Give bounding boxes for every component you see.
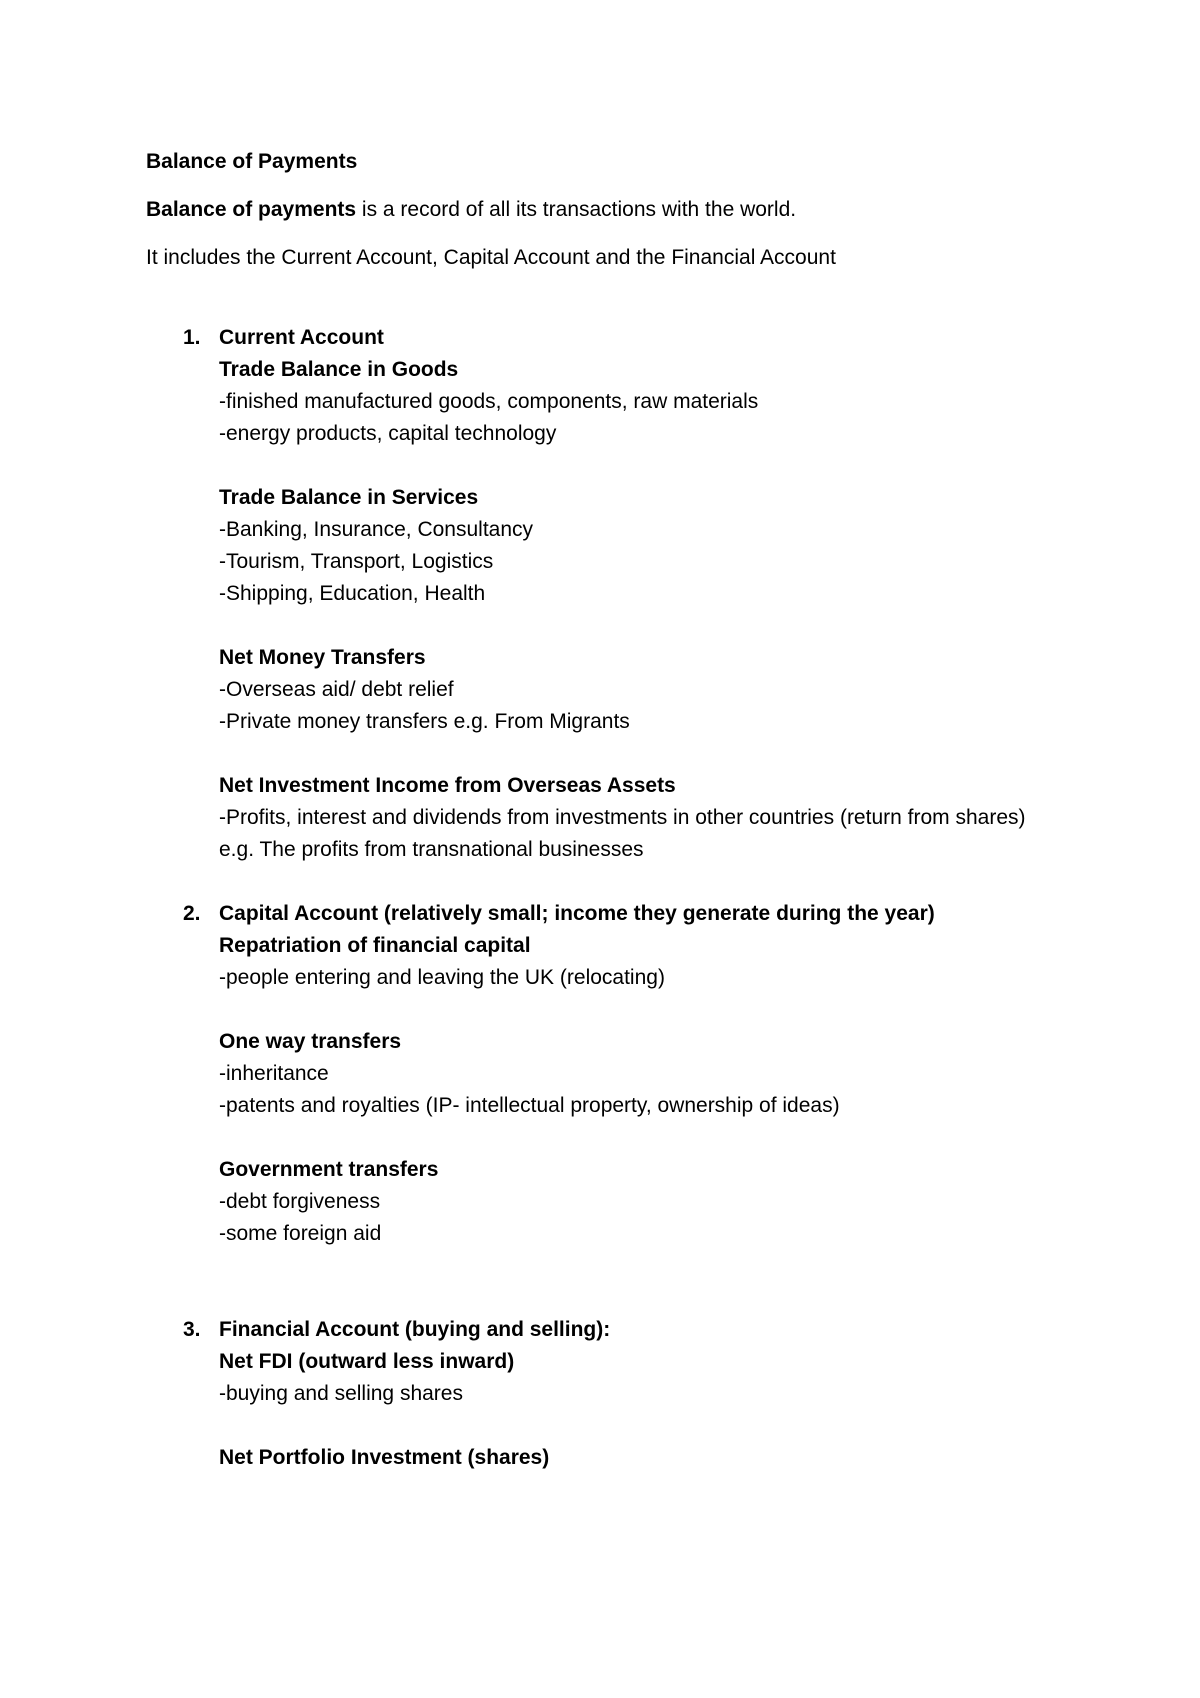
group-heading: One way transfers	[219, 1030, 402, 1053]
group-heading: Trade Balance in Services	[219, 486, 479, 509]
group-item: -people entering and leaving the UK (relocating)	[219, 966, 665, 989]
group-item: e.g. The profits from transnational businesses	[219, 838, 644, 861]
spacer	[219, 1410, 1076, 1442]
section-current-account	[146, 322, 1076, 898]
group-item: -inheritance	[219, 1062, 329, 1085]
group-item: -Banking, Insurance, Consultancy	[219, 518, 534, 541]
spacer	[219, 1282, 1076, 1314]
group-heading: Net Investment Income from Overseas Assets	[219, 774, 676, 797]
group-item: -buying and selling shares	[219, 1382, 463, 1405]
section-capital-account	[146, 898, 1076, 1314]
includes-paragraph: It includes the Current Account, Capital Account and the Financial Account	[146, 246, 836, 269]
group-item: -finished manufactured goods, components, raw materials	[219, 390, 759, 413]
group-item: -debt forgiveness	[219, 1190, 381, 1213]
spacer	[219, 1122, 1076, 1154]
spacer	[219, 1250, 1076, 1282]
group-heading: Repatriation of financial capital	[219, 934, 531, 957]
spacer	[219, 610, 1076, 642]
definition-text: is a record of all its transactions with the world.	[356, 198, 797, 221]
group-item: -Shipping, Education, Health	[219, 582, 486, 605]
group-item: -Profits, interest and dividends from investments in other countries (return from shares)	[219, 806, 1026, 829]
group-heading: Net FDI (outward less inward)	[219, 1350, 515, 1373]
section-number: 2.	[183, 902, 201, 925]
section-heading: Current Account	[219, 326, 384, 349]
definition-term: Balance of payments	[146, 198, 357, 221]
group-item: -Overseas aid/ debt relief	[219, 678, 454, 701]
spacer	[219, 994, 1076, 1026]
section-financial-account	[146, 1314, 1076, 1474]
group-heading: Net Money Transfers	[219, 646, 426, 669]
document-body	[146, 146, 1076, 1474]
group-item: -patents and royalties (IP- intellectual property, ownership of ideas)	[219, 1094, 840, 1117]
group-heading: Net Portfolio Investment (shares)	[219, 1446, 550, 1469]
accounts-list	[146, 322, 1076, 1474]
definition-paragraph	[146, 194, 1076, 226]
section-number: 3.	[183, 1318, 201, 1341]
spacer	[219, 866, 1076, 898]
spacer	[219, 738, 1076, 770]
group-heading: Trade Balance in Goods	[219, 358, 459, 381]
group-item: -some foreign aid	[219, 1222, 382, 1245]
spacer	[146, 290, 1076, 322]
group-heading: Government transfers	[219, 1158, 439, 1181]
group-item: -Tourism, Transport, Logistics	[219, 550, 494, 573]
group-item: -Private money transfers e.g. From Migrants	[219, 710, 630, 733]
section-number: 1.	[183, 326, 201, 349]
section-heading: Financial Account (buying and selling):	[219, 1318, 611, 1341]
spacer	[219, 450, 1076, 482]
group-item: -energy products, capital technology	[219, 422, 557, 445]
document-title: Balance of Payments	[146, 150, 358, 173]
section-heading: Capital Account (relatively small; income they generate during the year)	[219, 902, 935, 925]
